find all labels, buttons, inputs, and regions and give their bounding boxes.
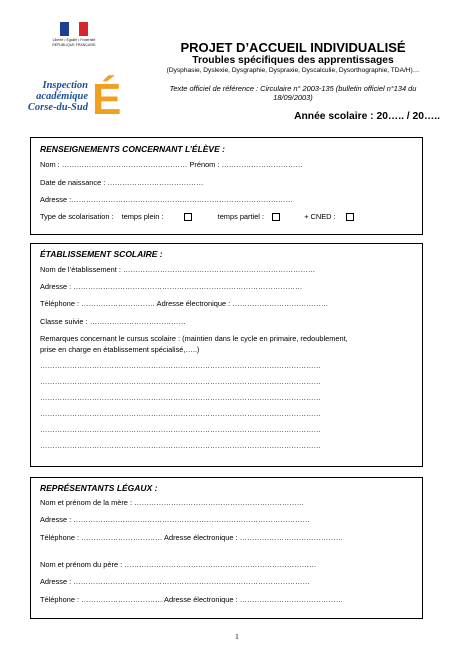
temps-partiel-checkbox[interactable] (272, 213, 280, 221)
scolarisation-row (40, 212, 356, 221)
field-classe-suivie[interactable]: Classe suivie : ………………………………… (40, 317, 186, 326)
temps-plein-checkbox[interactable] (184, 213, 192, 221)
field-adresse-pere[interactable]: Adresse : …………………………………………………………………………………… (40, 577, 310, 586)
rf-caption: Liberté • Égalité • Fraternité RÉPUBLIQUE FRANÇAISE (52, 38, 96, 47)
flag-icon (60, 22, 88, 36)
scolarisation-label: Type de scolarisation : (40, 212, 114, 221)
field-telephone-etablissement[interactable]: Téléphone : ………………………… Adresse électronique : ………………………………… (40, 299, 329, 308)
remarques-dotted-line[interactable]: …………………………………………………………………………………………………… (40, 441, 321, 450)
field-mere[interactable]: Nom et prénom de la mère : …………………………………………………………… (40, 498, 305, 507)
section-representants-heading: REPRÉSENTANTS LÉGAUX : (40, 483, 158, 493)
field-adresse-etablissement[interactable]: Adresse : ………………………………………………………………………………… (40, 282, 303, 291)
remarques-dotted-line[interactable]: …………………………………………………………………………………………………… (40, 393, 321, 402)
section-etablissement-heading: ÉTABLISSEMENT SCOLAIRE : (40, 249, 163, 259)
remarques-dotted-line[interactable]: …………………………………………………………………………………………………… (40, 425, 321, 434)
section-eleve (30, 137, 423, 235)
remarques-line2: prise en charge en établissement spécialisé,…..) (40, 345, 200, 354)
field-telephone-pere[interactable]: Téléphone : …………………………… Adresse électronique : …………………………………… (40, 595, 344, 604)
remarques-line1: Remarques concernant le cursus scolaire : (maintien dans le cycle en primaire, redoublement, (40, 334, 348, 343)
field-date-naissance[interactable]: Date de naissance : ………………………………… (40, 178, 204, 187)
temps-partiel-label: temps partiel : (217, 212, 265, 221)
academie-line1: Inspection académique (36, 80, 88, 102)
section-etablissement (30, 243, 423, 467)
document-title: PROJET D’ACCUEIL INDIVIDUALISÉ (180, 40, 406, 55)
academie-name (18, 80, 88, 113)
cned-checkbox[interactable] (346, 213, 354, 221)
academie-line2: Corse-du-Sud (27, 102, 88, 113)
page-number: 1 (235, 632, 239, 641)
field-pere[interactable]: Nom et prénom du père : …………………………………………………………………… (40, 560, 317, 569)
temps-plein-label: temps plein : (121, 212, 164, 221)
republique-francaise-logo (50, 22, 98, 52)
svg-text:É: É (92, 75, 122, 118)
field-adresse-eleve[interactable]: Adresse :……………………………………………………………………………… (40, 195, 293, 204)
reference-text: Texte officiel de référence : Circulaire n° 2003-135 (bulletin officiel n°134 du 18/09/2003) (169, 84, 417, 102)
annee-scolaire: Année scolaire : 20….. / 20….. (294, 111, 440, 122)
document-subtitle: Troubles spécifiques des apprentissages (192, 55, 394, 66)
section-eleve-heading: RENSEIGNEMENTS CONCERNANT L’ÉLÈVE : (40, 144, 225, 154)
academie-e-icon (90, 74, 126, 118)
dys-list: (Dysphasie, Dyslexie, Dysgraphie, Dyspraxie, Dyscalculie, Dysorthographie, TDA/H)… (166, 67, 420, 74)
cned-label: + CNED : (304, 212, 336, 221)
section-representants (30, 477, 423, 619)
field-nom-prenom[interactable]: Nom : …………………………………………… Prénom : …………………………… (40, 160, 303, 169)
field-adresse-mere[interactable]: Adresse : …………………………………………………………………………………… (40, 515, 310, 524)
remarques-dotted-line[interactable]: …………………………………………………………………………………………………… (40, 409, 321, 418)
academie-logo (18, 75, 122, 118)
remarques-dotted-line[interactable]: …………………………………………………………………………………………………… (40, 361, 321, 370)
remarques-dotted-line[interactable]: …………………………………………………………………………………………………… (40, 377, 321, 386)
field-telephone-mere[interactable]: Téléphone : …………………………… Adresse électronique : …………………………………… (40, 533, 344, 542)
field-nom-etablissement[interactable]: Nom de l’établissement : …………………………………………………………………… (40, 265, 316, 274)
